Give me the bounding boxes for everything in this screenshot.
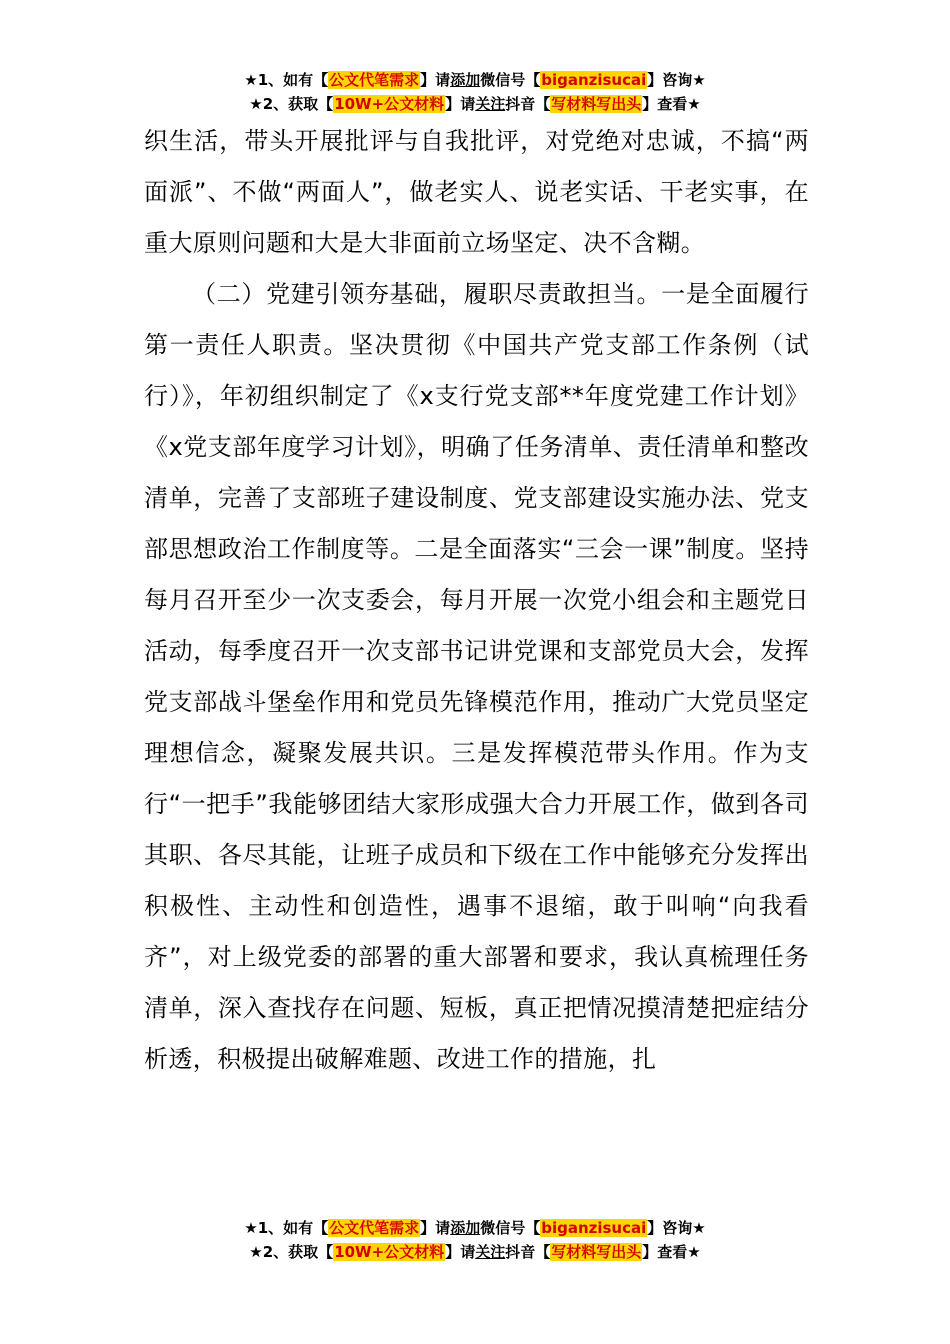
- footer-line-1-underlined: 添加: [450, 1219, 481, 1237]
- header-line-1-underlined: 添加: [450, 71, 481, 89]
- footer-banner: [0, 1216, 950, 1264]
- header-line-1-prefix: ★1、如有【: [244, 71, 329, 89]
- header-line-2-underlined: 关注: [475, 95, 506, 113]
- paragraph-2: （二）党建引领夯基础，履职尽责敢担当。一是全面履行第一责任人职责。坚决贯彻《中国共产党支部工作条例（试行）》，年初组织制定了《x支行党支部**年度党建工作计划》《x党支部年度学习计划》，明确了任务清单、责任清单和整改清单，完善了支部班子建设制度、党支部建设实施办法、党支部思想政治工作制度等。二是全面落实“三会一课”制度。坚持每月召开至少一次支委会，每月开展一次党小组会和主题党日活动，每季度召开一次支部书记讲党课和支部党员大会，发挥党支部战斗堡垒作用和党员先锋模范作用，推动广大党员坚定理想信念，凝聚发展共识。三是发挥模范带头作用。作为支行“一把手”我能够团结大家形成强大合力开展工作，做到各司其职、各尽其能，让班子成员和下级在工作中能够充分发挥出积极性、主动性和创造性，遇事不退缩，敢于叫响“向我看齐”，对上级党委的部署的重大部署和要求，我认真梳理任务清单，深入查找存在问题、短板，真正把情况摸清楚把症结分析透，积极提出破解难题、改进工作的措施，扎: [144, 280, 809, 1073]
- footer-line-2-underlined: 关注: [475, 1243, 506, 1261]
- header-line-2-prefix: ★2、获取【: [249, 95, 334, 113]
- footer-line-1-mid1: 】请: [420, 1219, 451, 1237]
- footer-line-1: [0, 1216, 950, 1240]
- header-line-1-mid2: 微信号【: [480, 71, 541, 89]
- footer-line-2-prefix: ★2、获取【: [249, 1243, 334, 1261]
- header-line-1-suffix: 】咨询★: [647, 71, 706, 89]
- footer-line-1-prefix: ★1、如有【: [244, 1219, 329, 1237]
- paragraph-1: 织生活，带头开展批评与自我批评，对党绝对忠诚，不搞“两面派”、不做“两面人”，做老实人、说老实话、干老实事，在重大原则问题和大是大非面前立场坚定、决不含糊。: [144, 127, 809, 257]
- footer-line-2-mid2: 抖音【: [505, 1243, 551, 1261]
- header-line-1-highlight: 公文代笔需求: [329, 71, 420, 89]
- footer-line-2-suffix: 】查看★: [642, 1243, 701, 1261]
- footer-line-2-mid1: 】请: [445, 1243, 476, 1261]
- header-line-2-mid2: 抖音【: [505, 95, 551, 113]
- document-body: [144, 116, 809, 1085]
- header-line-2-highlight: 10W+公文材料: [334, 95, 445, 113]
- footer-line-2-highlight: 10W+公文材料: [334, 1243, 445, 1261]
- footer-douyin-name: 写材料写出头: [551, 1243, 642, 1261]
- footer-line-1-suffix: 】咨询★: [647, 1219, 706, 1237]
- header-line-1: [0, 68, 950, 92]
- header-line-2-suffix: 】查看★: [642, 95, 701, 113]
- footer-line-1-mid2: 微信号【: [480, 1219, 541, 1237]
- footer-line-1-highlight: 公文代笔需求: [329, 1219, 420, 1237]
- footer-wechat-id: biganzisucai: [541, 1219, 647, 1237]
- header-line-2: [0, 92, 950, 116]
- header-line-1-mid1: 】请: [420, 71, 451, 89]
- header-douyin-name: 写材料写出头: [551, 95, 642, 113]
- header-line-2-mid1: 】请: [445, 95, 476, 113]
- footer-line-2: [0, 1240, 950, 1264]
- header-wechat-id: biganzisucai: [541, 71, 647, 89]
- header-banner: [0, 68, 950, 116]
